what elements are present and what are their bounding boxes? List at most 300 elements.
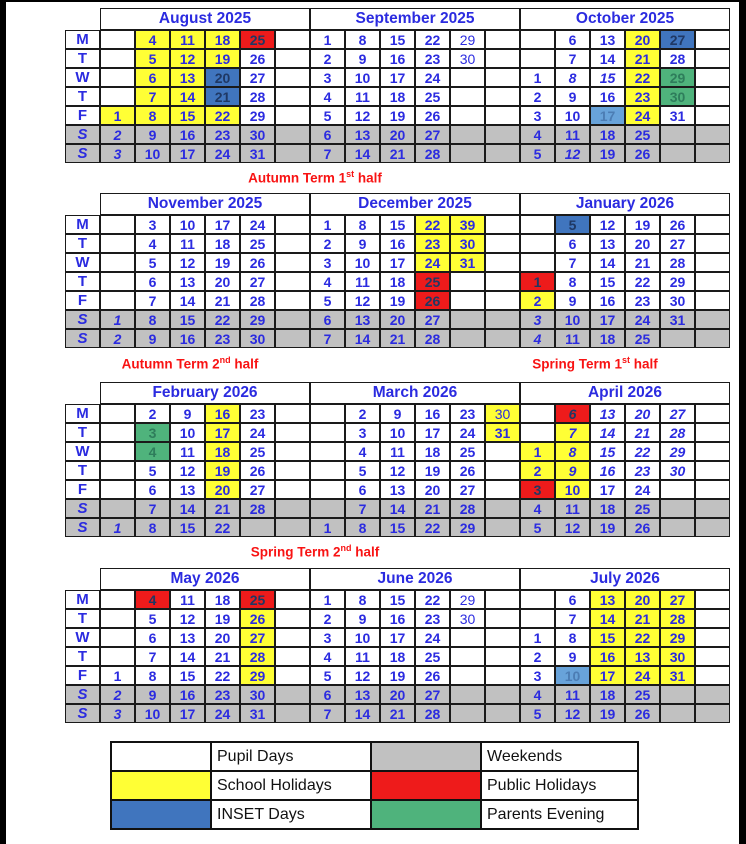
term-label-spring-2nd-half — [100, 537, 530, 564]
date-cell — [695, 480, 730, 499]
date-cell: 4 — [520, 685, 555, 704]
date-cell: 30 — [660, 291, 695, 310]
date-cell: 28 — [660, 49, 695, 68]
date-cell: 16 — [380, 49, 415, 68]
legend-label-pupil-days: Pupil Days — [211, 742, 371, 771]
month-header: February 2026 — [100, 382, 310, 404]
date-cell: 13 — [345, 685, 380, 704]
date-cell: 27 — [660, 404, 695, 423]
date-cell — [520, 234, 555, 253]
date-cell: 7 — [555, 423, 590, 442]
date-cell: 20 — [380, 685, 415, 704]
date-cell: 23 — [205, 329, 240, 348]
date-cell: 26 — [415, 106, 450, 125]
date-cell: 5 — [310, 291, 345, 310]
date-cell: 29 — [240, 310, 275, 329]
date-cell: 7 — [135, 291, 170, 310]
date-cell: 28 — [415, 144, 450, 163]
date-cell: 7 — [310, 329, 345, 348]
date-cell — [485, 272, 520, 291]
date-cell — [275, 310, 310, 329]
date-cell — [310, 442, 345, 461]
date-cell: 8 — [345, 590, 380, 609]
date-cell: 29 — [660, 68, 695, 87]
date-cell: 11 — [555, 499, 590, 518]
term-label-text: half — [630, 356, 658, 372]
date-cell — [450, 125, 485, 144]
date-cell — [520, 609, 555, 628]
date-cell — [520, 30, 555, 49]
date-cell: 14 — [345, 704, 380, 723]
date-cell: 10 — [555, 106, 590, 125]
date-cell: 18 — [205, 590, 240, 609]
date-cell: 15 — [380, 590, 415, 609]
date-cell: 23 — [625, 291, 660, 310]
corner-spacer — [65, 8, 100, 30]
date-cell — [520, 215, 555, 234]
date-cell: 27 — [660, 30, 695, 49]
date-cell: 18 — [380, 87, 415, 106]
date-cell: 12 — [555, 704, 590, 723]
date-cell: 16 — [170, 329, 205, 348]
date-cell: 9 — [555, 87, 590, 106]
date-cell: 9 — [345, 234, 380, 253]
legend-label-public-holidays: Public Holidays — [481, 771, 638, 800]
date-cell: 9 — [135, 329, 170, 348]
date-cell: 29 — [660, 272, 695, 291]
date-cell: 17 — [170, 144, 205, 163]
date-cell: 28 — [415, 329, 450, 348]
date-cell — [485, 499, 520, 518]
date-cell: 5 — [135, 253, 170, 272]
date-cell — [660, 518, 695, 537]
date-cell: 19 — [590, 144, 625, 163]
date-cell: 30 — [660, 87, 695, 106]
date-cell: 30 — [450, 234, 485, 253]
date-cell: 12 — [170, 49, 205, 68]
date-cell: 27 — [240, 628, 275, 647]
date-cell: 6 — [555, 234, 590, 253]
date-cell — [695, 499, 730, 518]
date-cell — [100, 609, 135, 628]
date-cell: 2 — [100, 685, 135, 704]
date-cell: 5 — [345, 461, 380, 480]
date-cell: 17 — [205, 215, 240, 234]
date-cell: 6 — [135, 272, 170, 291]
term-label-text: Spring Term 2 — [250, 544, 341, 560]
date-cell: 26 — [415, 291, 450, 310]
date-cell: 29 — [240, 666, 275, 685]
term-label-text: half — [354, 170, 382, 186]
date-cell — [100, 442, 135, 461]
date-cell — [100, 590, 135, 609]
date-cell: 11 — [555, 125, 590, 144]
date-cell: 8 — [555, 442, 590, 461]
date-cell: 2 — [520, 461, 555, 480]
date-cell: 14 — [170, 647, 205, 666]
date-cell — [450, 704, 485, 723]
date-cell: 29 — [450, 518, 485, 537]
date-cell — [520, 404, 555, 423]
date-cell — [275, 144, 310, 163]
date-cell — [485, 49, 520, 68]
month-header: November 2025 — [100, 193, 310, 215]
date-cell: 16 — [170, 685, 205, 704]
date-cell — [485, 442, 520, 461]
date-cell: 23 — [450, 404, 485, 423]
date-cell: 6 — [345, 480, 380, 499]
date-cell: 21 — [205, 499, 240, 518]
month-header: January 2026 — [520, 193, 730, 215]
date-cell: 13 — [170, 628, 205, 647]
date-cell: 3 — [520, 480, 555, 499]
date-cell — [485, 666, 520, 685]
date-cell: 13 — [170, 68, 205, 87]
date-cell — [450, 144, 485, 163]
date-cell: 11 — [170, 442, 205, 461]
date-cell: 21 — [625, 253, 660, 272]
date-cell — [660, 125, 695, 144]
date-cell: 21 — [625, 423, 660, 442]
day-label: T — [65, 647, 100, 666]
date-cell: 1 — [520, 442, 555, 461]
date-cell: 5 — [135, 609, 170, 628]
date-cell: 19 — [205, 49, 240, 68]
date-cell: 17 — [590, 666, 625, 685]
term-label-ordinal: nd — [340, 543, 352, 553]
date-cell: 20 — [625, 30, 660, 49]
date-cell: 1 — [520, 68, 555, 87]
corner-spacer — [65, 382, 100, 404]
date-cell — [695, 253, 730, 272]
date-cell — [695, 518, 730, 537]
date-cell — [450, 291, 485, 310]
date-cell: 23 — [205, 685, 240, 704]
date-cell: 11 — [380, 442, 415, 461]
corner-spacer — [65, 193, 100, 215]
date-cell — [275, 666, 310, 685]
date-cell: 4 — [345, 442, 380, 461]
date-cell: 19 — [205, 253, 240, 272]
date-cell — [100, 234, 135, 253]
date-cell: 12 — [345, 106, 380, 125]
date-cell — [310, 480, 345, 499]
date-cell: 10 — [555, 666, 590, 685]
date-cell: 8 — [345, 518, 380, 537]
term-label-ordinal: nd — [219, 355, 231, 365]
date-cell: 19 — [415, 461, 450, 480]
date-cell: 17 — [380, 628, 415, 647]
day-label: W — [65, 628, 100, 647]
date-cell: 4 — [135, 234, 170, 253]
date-cell — [275, 68, 310, 87]
date-cell: 3 — [135, 215, 170, 234]
date-cell: 5 — [520, 144, 555, 163]
date-cell — [695, 590, 730, 609]
date-cell: 3 — [520, 310, 555, 329]
date-cell: 8 — [345, 30, 380, 49]
date-cell: 8 — [135, 106, 170, 125]
date-cell: 22 — [625, 272, 660, 291]
date-cell: 15 — [170, 310, 205, 329]
date-cell: 17 — [590, 310, 625, 329]
date-cell — [275, 253, 310, 272]
date-cell — [485, 461, 520, 480]
date-cell: 11 — [345, 87, 380, 106]
month-header: May 2026 — [100, 568, 310, 590]
date-cell: 8 — [135, 518, 170, 537]
day-label: M — [65, 404, 100, 423]
date-cell: 14 — [590, 423, 625, 442]
date-cell: 25 — [415, 272, 450, 291]
date-cell: 5 — [520, 518, 555, 537]
date-cell — [485, 647, 520, 666]
date-cell: 16 — [415, 404, 450, 423]
date-cell: 10 — [345, 68, 380, 87]
date-cell: 31 — [240, 144, 275, 163]
date-cell — [100, 253, 135, 272]
date-cell: 3 — [100, 704, 135, 723]
date-cell — [310, 423, 345, 442]
day-label: T — [65, 272, 100, 291]
date-cell — [695, 329, 730, 348]
date-cell: 29 — [240, 106, 275, 125]
date-cell — [660, 329, 695, 348]
date-cell: 26 — [240, 49, 275, 68]
date-cell: 39 — [450, 215, 485, 234]
date-cell — [695, 704, 730, 723]
month-header: July 2026 — [520, 568, 730, 590]
date-cell: 4 — [135, 30, 170, 49]
day-label: W — [65, 253, 100, 272]
date-cell: 2 — [310, 609, 345, 628]
date-cell — [485, 609, 520, 628]
date-cell: 2 — [520, 647, 555, 666]
date-cell: 2 — [310, 49, 345, 68]
date-cell — [100, 272, 135, 291]
date-cell: 10 — [555, 480, 590, 499]
date-cell: 18 — [205, 442, 240, 461]
calendar-block-summer-term — [65, 568, 730, 723]
date-cell — [485, 310, 520, 329]
date-cell: 2 — [345, 404, 380, 423]
date-cell — [275, 291, 310, 310]
legend-label-parents-evening: Parents Evening — [481, 800, 638, 829]
date-cell: 10 — [345, 628, 380, 647]
date-cell — [450, 628, 485, 647]
date-cell: 25 — [415, 647, 450, 666]
date-cell: 25 — [415, 87, 450, 106]
day-label: T — [65, 87, 100, 106]
date-cell: 9 — [345, 49, 380, 68]
date-cell — [485, 215, 520, 234]
date-cell: 28 — [240, 291, 275, 310]
date-cell: 2 — [100, 329, 135, 348]
date-cell: 25 — [450, 442, 485, 461]
date-cell — [275, 329, 310, 348]
date-cell: 12 — [170, 461, 205, 480]
date-cell: 18 — [205, 234, 240, 253]
date-cell: 28 — [240, 499, 275, 518]
date-cell: 7 — [555, 609, 590, 628]
date-cell: 16 — [380, 609, 415, 628]
date-cell: 15 — [590, 272, 625, 291]
date-cell: 13 — [590, 590, 625, 609]
date-cell: 20 — [205, 68, 240, 87]
date-cell: 20 — [380, 310, 415, 329]
date-cell: 7 — [345, 499, 380, 518]
date-cell — [275, 30, 310, 49]
date-cell — [695, 144, 730, 163]
legend-swatch-pupil-days — [111, 742, 211, 771]
date-cell: 15 — [380, 215, 415, 234]
date-cell — [275, 234, 310, 253]
date-cell — [100, 461, 135, 480]
date-cell: 6 — [555, 30, 590, 49]
date-cell: 26 — [240, 609, 275, 628]
date-cell: 2 — [100, 125, 135, 144]
date-cell: 27 — [240, 68, 275, 87]
date-cell: 15 — [170, 666, 205, 685]
date-cell: 24 — [625, 480, 660, 499]
date-cell — [100, 49, 135, 68]
date-cell — [660, 685, 695, 704]
date-cell — [100, 215, 135, 234]
legend-table — [110, 741, 639, 830]
date-cell — [695, 461, 730, 480]
date-cell: 17 — [590, 106, 625, 125]
date-cell: 30 — [450, 49, 485, 68]
date-cell: 28 — [450, 499, 485, 518]
date-cell: 25 — [240, 30, 275, 49]
date-cell: 1 — [100, 106, 135, 125]
date-cell: 31 — [485, 423, 520, 442]
date-cell: 8 — [135, 666, 170, 685]
date-cell: 21 — [625, 609, 660, 628]
date-cell: 26 — [625, 518, 660, 537]
date-cell — [450, 87, 485, 106]
day-label: M — [65, 215, 100, 234]
date-cell: 13 — [345, 125, 380, 144]
calendar-block-autumn-2nd-spring-1st — [65, 193, 730, 348]
date-cell: 16 — [590, 291, 625, 310]
date-cell — [485, 480, 520, 499]
page-edge-right — [739, 0, 746, 844]
date-cell: 19 — [205, 609, 240, 628]
date-cell: 28 — [415, 704, 450, 723]
date-cell — [485, 628, 520, 647]
date-cell: 18 — [590, 125, 625, 144]
date-cell: 25 — [240, 234, 275, 253]
date-cell — [520, 590, 555, 609]
date-cell: 24 — [415, 68, 450, 87]
date-cell: 10 — [380, 423, 415, 442]
date-cell — [485, 125, 520, 144]
term-label-autumn-2nd-half — [65, 349, 315, 376]
date-cell: 14 — [170, 499, 205, 518]
date-cell: 29 — [660, 628, 695, 647]
date-cell — [695, 310, 730, 329]
date-cell: 5 — [135, 461, 170, 480]
date-cell — [695, 647, 730, 666]
date-cell — [100, 68, 135, 87]
date-cell: 15 — [590, 442, 625, 461]
date-cell: 3 — [310, 253, 345, 272]
date-cell: 17 — [590, 480, 625, 499]
date-cell: 11 — [170, 234, 205, 253]
date-cell — [275, 609, 310, 628]
date-cell: 3 — [100, 144, 135, 163]
date-cell: 27 — [240, 480, 275, 499]
date-cell: 22 — [205, 106, 240, 125]
date-cell: 28 — [660, 423, 695, 442]
date-cell: 2 — [310, 234, 345, 253]
date-cell: 13 — [590, 30, 625, 49]
date-cell: 5 — [555, 215, 590, 234]
date-cell — [275, 215, 310, 234]
corner-spacer — [65, 568, 100, 590]
date-cell: 6 — [135, 68, 170, 87]
date-cell — [275, 49, 310, 68]
date-cell: 21 — [415, 499, 450, 518]
date-cell: 16 — [170, 125, 205, 144]
date-cell: 19 — [380, 291, 415, 310]
date-cell: 21 — [205, 647, 240, 666]
date-cell: 14 — [590, 253, 625, 272]
date-cell: 9 — [135, 125, 170, 144]
date-cell — [450, 272, 485, 291]
date-cell: 13 — [170, 480, 205, 499]
date-cell: 8 — [555, 628, 590, 647]
date-cell — [450, 310, 485, 329]
date-cell: 20 — [380, 125, 415, 144]
date-cell — [100, 30, 135, 49]
date-cell: 6 — [310, 310, 345, 329]
date-cell: 24 — [625, 310, 660, 329]
date-cell: 21 — [380, 144, 415, 163]
date-cell: 13 — [590, 234, 625, 253]
calendar-block-spring-2nd-half — [65, 382, 730, 537]
date-cell — [695, 106, 730, 125]
date-cell: 16 — [380, 234, 415, 253]
date-cell: 18 — [590, 329, 625, 348]
date-cell: 28 — [240, 87, 275, 106]
date-cell: 24 — [625, 666, 660, 685]
date-cell — [695, 87, 730, 106]
date-cell: 17 — [380, 253, 415, 272]
date-cell: 13 — [590, 404, 625, 423]
date-cell — [275, 499, 310, 518]
date-cell: 20 — [205, 272, 240, 291]
date-cell: 18 — [380, 272, 415, 291]
date-cell: 24 — [415, 628, 450, 647]
date-cell: 24 — [450, 423, 485, 442]
date-cell: 29 — [450, 30, 485, 49]
date-cell: 21 — [205, 87, 240, 106]
date-cell — [695, 628, 730, 647]
date-cell: 9 — [380, 404, 415, 423]
day-label: F — [65, 291, 100, 310]
day-label: S — [65, 499, 100, 518]
date-cell: 11 — [555, 329, 590, 348]
month-header: October 2025 — [520, 8, 730, 30]
date-cell: 22 — [415, 590, 450, 609]
date-cell — [240, 518, 275, 537]
date-cell: 6 — [310, 125, 345, 144]
date-cell: 30 — [660, 461, 695, 480]
date-cell: 20 — [625, 234, 660, 253]
date-cell — [695, 272, 730, 291]
